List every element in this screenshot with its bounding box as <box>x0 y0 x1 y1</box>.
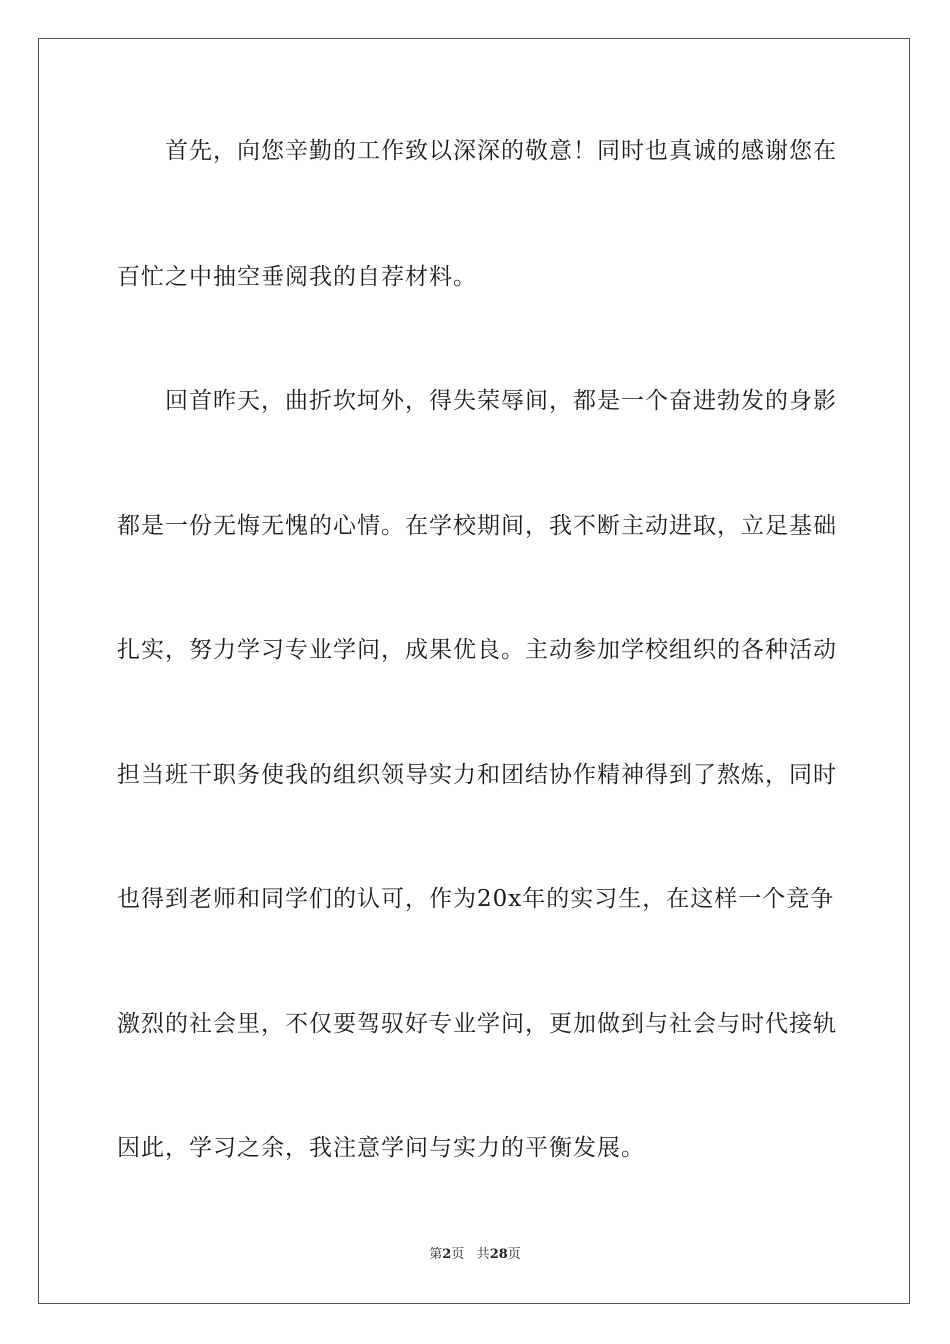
page-border <box>38 38 910 1304</box>
paragraph-2-line-2: 都是一份无悔无愧的心情。在学校期间，我不断主动进取，立足基础 <box>117 513 837 539</box>
paragraph-2-line-1: 回首昨天，曲折坎坷外，得失荣辱间，都是一个奋进勃发的身影 <box>165 388 837 414</box>
footer-page-prefix: 第 <box>429 1247 443 1262</box>
page-footer <box>0 1246 950 1264</box>
footer-total-prefix: 共 <box>476 1247 490 1262</box>
paragraph-2-line-7: 因此，学习之余，我注意学问与实力的平衡发展。 <box>117 1135 645 1161</box>
paragraph-2-line-5: 也得到老师和同学们的认可，作为20x年的实习生，在这样一个竞争 <box>117 886 835 912</box>
footer-total-pages: 28 <box>489 1247 508 1262</box>
paragraph-1-line-2: 百忙之中抽空垂阅我的自荐材料。 <box>117 264 477 290</box>
paragraph-1-line-1: 首先，向您辛勤的工作致以深深的敬意！同时也真诚的感谢您在 <box>165 138 837 164</box>
footer-page-suffix: 页 <box>451 1247 465 1262</box>
footer-page-number: 2 <box>442 1247 452 1262</box>
paragraph-2-line-6: 激烈的社会里，不仅要驾驭好专业学问，更加做到与社会与时代接轨 <box>117 1011 837 1037</box>
paragraph-2-line-3: 扎实，努力学习专业学问，成果优良。主动参加学校组织的各种活动 <box>117 637 837 663</box>
footer-total-suffix: 页 <box>507 1247 521 1262</box>
paragraph-2-line-4: 担当班干职务使我的组织领导实力和团结协作精神得到了熬炼，同时 <box>117 762 837 788</box>
